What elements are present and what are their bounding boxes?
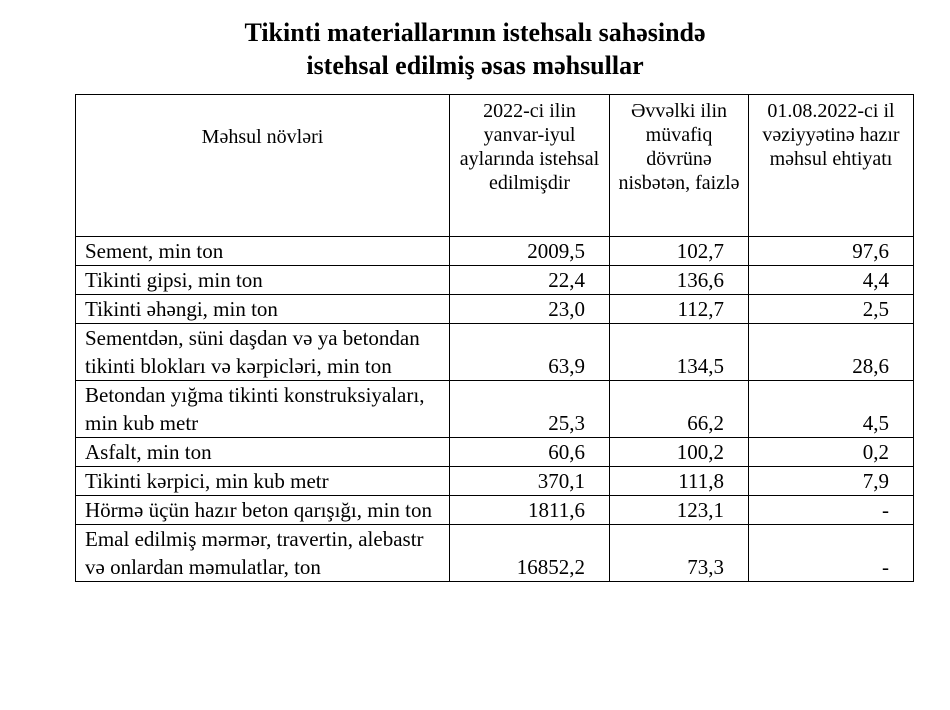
table-row — [76, 525, 914, 582]
row-percent: 102,7 — [610, 237, 749, 266]
row-percent: 136,6 — [610, 266, 749, 295]
row-produced: 23,0 — [450, 295, 610, 324]
row-stock: - — [749, 496, 914, 525]
header-row — [76, 95, 914, 237]
row-name: Tikinti kərpici, min kub metr — [76, 467, 450, 496]
row-stock: - — [749, 525, 914, 582]
row-produced: 1811,6 — [450, 496, 610, 525]
row-name: Sementdən, süni daşdan və ya betondan tikinti blokları və kərpicləri, min ton — [76, 324, 450, 381]
row-name: Hörmə üçün hazır beton qarışığı, min ton — [76, 496, 450, 525]
row-name: Betondan yığma tikinti konstruksiyaları, min kub metr — [76, 381, 450, 438]
row-name: Tikinti əhəngi, min ton — [76, 295, 450, 324]
title-line-2: istehsal edilmiş əsas məhsullar — [306, 51, 644, 80]
row-stock: 4,4 — [749, 266, 914, 295]
document-title — [0, 16, 950, 82]
row-percent: 100,2 — [610, 438, 749, 467]
row-percent: 66,2 — [610, 381, 749, 438]
row-percent: 111,8 — [610, 467, 749, 496]
row-percent: 134,5 — [610, 324, 749, 381]
table-row — [76, 295, 914, 324]
table-row — [76, 496, 914, 525]
row-produced: 60,6 — [450, 438, 610, 467]
row-stock: 7,9 — [749, 467, 914, 496]
row-produced: 2009,5 — [450, 237, 610, 266]
row-produced: 16852,2 — [450, 525, 610, 582]
table-row — [76, 381, 914, 438]
table-body — [76, 237, 914, 582]
row-stock: 4,5 — [749, 381, 914, 438]
row-produced: 370,1 — [450, 467, 610, 496]
table-header — [76, 95, 914, 237]
row-name: Sement, min ton — [76, 237, 450, 266]
table-row — [76, 438, 914, 467]
header-percent: Əvvəlki ilin müvafiq dövrünə nisbətən, faizlə — [610, 95, 749, 237]
table-row — [76, 467, 914, 496]
row-percent: 123,1 — [610, 496, 749, 525]
row-stock: 0,2 — [749, 438, 914, 467]
row-name: Tikinti gipsi, min ton — [76, 266, 450, 295]
header-product-types: Məhsul növləri — [76, 95, 450, 237]
row-stock: 2,5 — [749, 295, 914, 324]
header-produced: 2022-ci ilin yanvar-iyul aylarında istehsal edilmişdir — [450, 95, 610, 237]
title-line-1: Tikinti materiallarının istehsalı sahəsində — [244, 18, 706, 47]
table-row — [76, 266, 914, 295]
row-percent: 112,7 — [610, 295, 749, 324]
row-name: Asfalt, min ton — [76, 438, 450, 467]
row-name: Emal edilmiş mərmər, travertin, alebastr və onlardan məmulatlar, ton — [76, 525, 450, 582]
products-table — [75, 94, 914, 582]
row-produced: 22,4 — [450, 266, 610, 295]
row-stock: 28,6 — [749, 324, 914, 381]
table-row — [76, 324, 914, 381]
row-produced: 63,9 — [450, 324, 610, 381]
row-stock: 97,6 — [749, 237, 914, 266]
row-produced: 25,3 — [450, 381, 610, 438]
row-percent: 73,3 — [610, 525, 749, 582]
table-row — [76, 237, 914, 266]
header-stock: 01.08.2022-ci il vəziyyətinə hazır məhsul ehtiyatı — [749, 95, 914, 237]
